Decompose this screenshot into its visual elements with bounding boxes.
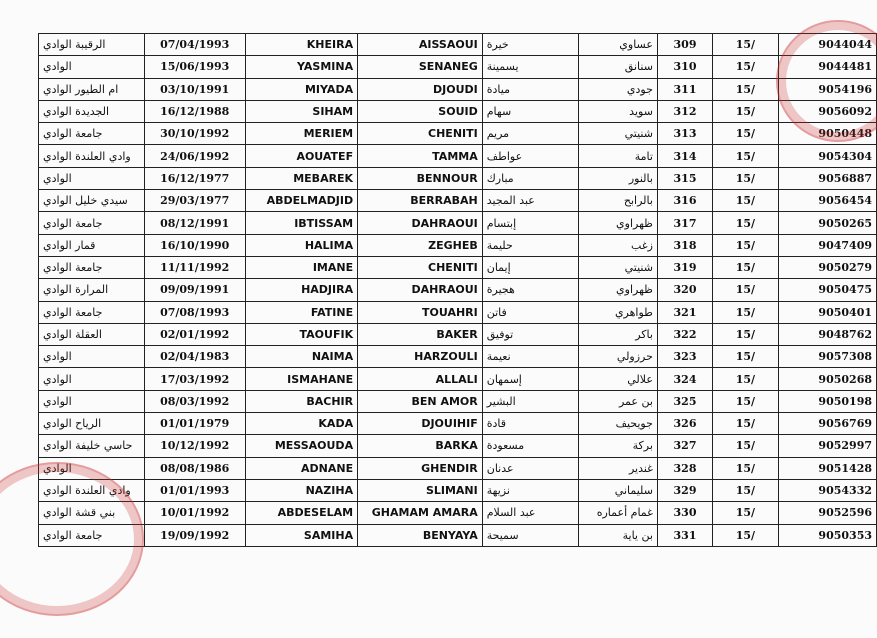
last-name-latin-cell: BARKA [358, 435, 483, 457]
first-name-arabic-cell: مبارك [482, 167, 578, 189]
group-cell: 15/ [713, 212, 779, 234]
candidate-table [38, 33, 877, 547]
serial-number-cell: 331 [657, 524, 712, 546]
first-name-arabic-cell: سهام [482, 100, 578, 122]
group-cell: 15/ [713, 167, 779, 189]
group-cell: 15/ [713, 457, 779, 479]
first-name-latin-cell: KADA [245, 413, 358, 435]
first-name-arabic-cell: ميادة [482, 78, 578, 100]
birth-place-cell: الرياح الوادي [39, 413, 145, 435]
registration-id-cell: 9050265 [778, 212, 876, 234]
last-name-arabic-cell: عساوي [578, 34, 657, 56]
first-name-latin-cell: AOUATEF [245, 145, 358, 167]
serial-number-cell: 319 [657, 256, 712, 278]
registration-id-cell: 9054304 [778, 145, 876, 167]
serial-number-cell: 325 [657, 390, 712, 412]
last-name-latin-cell: DJOUDI [358, 78, 483, 100]
registration-id-cell: 9052596 [778, 502, 876, 524]
first-name-latin-cell: MEBAREK [245, 167, 358, 189]
first-name-latin-cell: ABDESELAM [245, 502, 358, 524]
last-name-arabic-cell: بركة [578, 435, 657, 457]
serial-number-cell: 330 [657, 502, 712, 524]
first-name-arabic-cell: إبتسام [482, 212, 578, 234]
registration-id-cell: 9056454 [778, 190, 876, 212]
birth-date-cell: 11/11/1992 [144, 256, 245, 278]
last-name-arabic-cell: باكر [578, 323, 657, 345]
last-name-arabic-cell: علالي [578, 368, 657, 390]
birth-place-cell: جامعة الوادي [39, 301, 145, 323]
last-name-latin-cell: CHENITI [358, 256, 483, 278]
last-name-arabic-cell: جويحيف [578, 413, 657, 435]
first-name-latin-cell: NAZIHA [245, 479, 358, 501]
last-name-latin-cell: SLIMANI [358, 479, 483, 501]
table-row [39, 413, 877, 435]
registration-id-cell: 9054196 [778, 78, 876, 100]
registration-id-cell: 9050268 [778, 368, 876, 390]
registration-id-cell: 9047409 [778, 234, 876, 256]
registration-id-cell: 9044481 [778, 56, 876, 78]
serial-number-cell: 309 [657, 34, 712, 56]
first-name-latin-cell: SIHAM [245, 100, 358, 122]
first-name-arabic-cell: يسمينة [482, 56, 578, 78]
birth-date-cell: 24/06/1992 [144, 145, 245, 167]
birth-date-cell: 02/04/1983 [144, 346, 245, 368]
birth-place-cell: جامعة الوادي [39, 123, 145, 145]
first-name-latin-cell: TAOUFIK [245, 323, 358, 345]
group-cell: 15/ [713, 279, 779, 301]
last-name-arabic-cell: ظهراوي [578, 212, 657, 234]
group-cell: 15/ [713, 78, 779, 100]
last-name-latin-cell: GHENDIR [358, 457, 483, 479]
table-row [39, 34, 877, 56]
group-cell: 15/ [713, 368, 779, 390]
last-name-arabic-cell: زغب [578, 234, 657, 256]
birth-date-cell: 16/12/1977 [144, 167, 245, 189]
birth-place-cell: الوادي [39, 457, 145, 479]
group-cell: 15/ [713, 435, 779, 457]
group-cell: 15/ [713, 256, 779, 278]
last-name-arabic-cell: بالرابح [578, 190, 657, 212]
last-name-latin-cell: BAKER [358, 323, 483, 345]
first-name-arabic-cell: حليمة [482, 234, 578, 256]
serial-number-cell: 324 [657, 368, 712, 390]
first-name-latin-cell: KHEIRA [245, 34, 358, 56]
table-row [39, 145, 877, 167]
group-cell: 15/ [713, 346, 779, 368]
serial-number-cell: 318 [657, 234, 712, 256]
first-name-latin-cell: YASMINA [245, 56, 358, 78]
table-row [39, 279, 877, 301]
last-name-latin-cell: DAHRAOUI [358, 279, 483, 301]
last-name-latin-cell: TOUAHRI [358, 301, 483, 323]
last-name-latin-cell: CHENITI [358, 123, 483, 145]
birth-date-cell: 03/10/1991 [144, 78, 245, 100]
birth-date-cell: 01/01/1979 [144, 413, 245, 435]
serial-number-cell: 321 [657, 301, 712, 323]
last-name-arabic-cell: سليماني [578, 479, 657, 501]
birth-date-cell: 08/08/1986 [144, 457, 245, 479]
table-row [39, 390, 877, 412]
first-name-arabic-cell: سميحة [482, 524, 578, 546]
serial-number-cell: 327 [657, 435, 712, 457]
birth-place-cell: الوادي [39, 167, 145, 189]
birth-place-cell: وادي العلندة الوادي [39, 145, 145, 167]
last-name-arabic-cell: سويد [578, 100, 657, 122]
first-name-latin-cell: ABDELMADJID [245, 190, 358, 212]
birth-date-cell: 19/09/1992 [144, 524, 245, 546]
first-name-arabic-cell: مسعودة [482, 435, 578, 457]
last-name-latin-cell: HARZOULI [358, 346, 483, 368]
birth-place-cell: حاسي خليفة الوادي [39, 435, 145, 457]
serial-number-cell: 317 [657, 212, 712, 234]
last-name-latin-cell: GHAMAM AMARA [358, 502, 483, 524]
serial-number-cell: 311 [657, 78, 712, 100]
group-cell: 15/ [713, 413, 779, 435]
birth-place-cell: العقلة الوادي [39, 323, 145, 345]
serial-number-cell: 326 [657, 413, 712, 435]
last-name-latin-cell: BERRABAH [358, 190, 483, 212]
last-name-arabic-cell: بن ياية [578, 524, 657, 546]
group-cell: 15/ [713, 234, 779, 256]
serial-number-cell: 329 [657, 479, 712, 501]
serial-number-cell: 320 [657, 279, 712, 301]
serial-number-cell: 310 [657, 56, 712, 78]
birth-place-cell: بني قشة الوادي [39, 502, 145, 524]
birth-date-cell: 02/01/1992 [144, 323, 245, 345]
last-name-latin-cell: DJOUIHIF [358, 413, 483, 435]
last-name-latin-cell: BEN AMOR [358, 390, 483, 412]
first-name-latin-cell: SAMIHA [245, 524, 358, 546]
table-row [39, 323, 877, 345]
birth-place-cell: الوادي [39, 56, 145, 78]
group-cell: 15/ [713, 301, 779, 323]
birth-date-cell: 10/01/1992 [144, 502, 245, 524]
birth-place-cell: الوادي [39, 390, 145, 412]
birth-date-cell: 07/04/1993 [144, 34, 245, 56]
last-name-latin-cell: DAHRAOUI [358, 212, 483, 234]
first-name-arabic-cell: فاتن [482, 301, 578, 323]
birth-place-cell: الجديدة الوادي [39, 100, 145, 122]
first-name-arabic-cell: عبد المجيد [482, 190, 578, 212]
first-name-arabic-cell: عواطف [482, 145, 578, 167]
first-name-latin-cell: IBTISSAM [245, 212, 358, 234]
birth-date-cell: 09/09/1991 [144, 279, 245, 301]
registration-id-cell: 9056092 [778, 100, 876, 122]
candidate-table-body [39, 34, 877, 547]
group-cell: 15/ [713, 390, 779, 412]
registration-id-cell: 9052997 [778, 435, 876, 457]
first-name-latin-cell: MESSAOUDA [245, 435, 358, 457]
birth-date-cell: 01/01/1993 [144, 479, 245, 501]
first-name-latin-cell: ISMAHANE [245, 368, 358, 390]
table-row [39, 234, 877, 256]
last-name-latin-cell: TAMMA [358, 145, 483, 167]
serial-number-cell: 323 [657, 346, 712, 368]
serial-number-cell: 316 [657, 190, 712, 212]
birth-date-cell: 30/10/1992 [144, 123, 245, 145]
group-cell: 15/ [713, 502, 779, 524]
birth-place-cell: ام الطيور الوادي [39, 78, 145, 100]
last-name-latin-cell: SOUID [358, 100, 483, 122]
birth-date-cell: 08/03/1992 [144, 390, 245, 412]
table-row [39, 190, 877, 212]
last-name-arabic-cell: شنيتي [578, 123, 657, 145]
first-name-latin-cell: HALIMA [245, 234, 358, 256]
table-row [39, 301, 877, 323]
first-name-arabic-cell: مريم [482, 123, 578, 145]
group-cell: 15/ [713, 56, 779, 78]
first-name-arabic-cell: نعيمة [482, 346, 578, 368]
last-name-latin-cell: BENYAYA [358, 524, 483, 546]
table-row [39, 56, 877, 78]
group-cell: 15/ [713, 323, 779, 345]
last-name-arabic-cell: تامة [578, 145, 657, 167]
first-name-arabic-cell: توفيق [482, 323, 578, 345]
group-cell: 15/ [713, 123, 779, 145]
registration-id-cell: 9050279 [778, 256, 876, 278]
first-name-arabic-cell: إسمهان [482, 368, 578, 390]
last-name-arabic-cell: بالنور [578, 167, 657, 189]
first-name-latin-cell: HADJIRA [245, 279, 358, 301]
last-name-arabic-cell: شنيتي [578, 256, 657, 278]
first-name-arabic-cell: البشير [482, 390, 578, 412]
birth-date-cell: 16/12/1988 [144, 100, 245, 122]
table-row [39, 256, 877, 278]
table-row [39, 524, 877, 546]
registration-id-cell: 9051428 [778, 457, 876, 479]
registration-id-cell: 9050198 [778, 390, 876, 412]
birth-place-cell: سيدي خليل الوادي [39, 190, 145, 212]
first-name-latin-cell: MIYADA [245, 78, 358, 100]
first-name-arabic-cell: خيرة [482, 34, 578, 56]
birth-date-cell: 08/12/1991 [144, 212, 245, 234]
registration-id-cell: 9057308 [778, 346, 876, 368]
registration-id-cell: 9050401 [778, 301, 876, 323]
table-row [39, 78, 877, 100]
group-cell: 15/ [713, 100, 779, 122]
birth-date-cell: 16/10/1990 [144, 234, 245, 256]
first-name-arabic-cell: هجيرة [482, 279, 578, 301]
table-row [39, 100, 877, 122]
table-row [39, 435, 877, 457]
last-name-arabic-cell: سنانق [578, 56, 657, 78]
birth-place-cell: الوادي [39, 368, 145, 390]
first-name-latin-cell: MERIEM [245, 123, 358, 145]
last-name-arabic-cell: ظهراوي [578, 279, 657, 301]
last-name-arabic-cell: غمام أعماره [578, 502, 657, 524]
first-name-arabic-cell: عدنان [482, 457, 578, 479]
first-name-arabic-cell: نزيهة [482, 479, 578, 501]
serial-number-cell: 312 [657, 100, 712, 122]
registration-id-cell: 9050353 [778, 524, 876, 546]
last-name-latin-cell: ALLALI [358, 368, 483, 390]
last-name-latin-cell: BENNOUR [358, 167, 483, 189]
last-name-arabic-cell: بن عمر [578, 390, 657, 412]
table-row [39, 479, 877, 501]
last-name-arabic-cell: جودي [578, 78, 657, 100]
group-cell: 15/ [713, 479, 779, 501]
serial-number-cell: 328 [657, 457, 712, 479]
first-name-latin-cell: BACHIR [245, 390, 358, 412]
registration-id-cell: 9056769 [778, 413, 876, 435]
first-name-arabic-cell: عبد السلام [482, 502, 578, 524]
first-name-latin-cell: IMANE [245, 256, 358, 278]
registration-id-cell: 9048762 [778, 323, 876, 345]
last-name-arabic-cell: طواهري [578, 301, 657, 323]
birth-date-cell: 17/03/1992 [144, 368, 245, 390]
birth-date-cell: 10/12/1992 [144, 435, 245, 457]
registration-id-cell: 9050448 [778, 123, 876, 145]
table-row [39, 212, 877, 234]
serial-number-cell: 313 [657, 123, 712, 145]
birth-date-cell: 29/03/1977 [144, 190, 245, 212]
group-cell: 15/ [713, 524, 779, 546]
birth-place-cell: الرقيبة الوادي [39, 34, 145, 56]
registration-id-cell: 9056887 [778, 167, 876, 189]
serial-number-cell: 315 [657, 167, 712, 189]
first-name-latin-cell: NAIMA [245, 346, 358, 368]
last-name-latin-cell: SENANEG [358, 56, 483, 78]
first-name-arabic-cell: إيمان [482, 256, 578, 278]
birth-place-cell: جامعة الوادي [39, 524, 145, 546]
group-cell: 15/ [713, 190, 779, 212]
first-name-latin-cell: ADNANE [245, 457, 358, 479]
birth-place-cell: وادي العلندة الوادي [39, 479, 145, 501]
table-row [39, 502, 877, 524]
serial-number-cell: 322 [657, 323, 712, 345]
table-row [39, 167, 877, 189]
registration-id-cell: 9054332 [778, 479, 876, 501]
table-row [39, 457, 877, 479]
birth-place-cell: قمار الوادي [39, 234, 145, 256]
birth-place-cell: الوادي [39, 346, 145, 368]
birth-place-cell: جامعة الوادي [39, 212, 145, 234]
group-cell: 15/ [713, 34, 779, 56]
birth-place-cell: جامعة الوادي [39, 256, 145, 278]
table-row [39, 123, 877, 145]
registration-id-cell: 9050475 [778, 279, 876, 301]
last-name-arabic-cell: غندير [578, 457, 657, 479]
table-row [39, 368, 877, 390]
birth-date-cell: 15/06/1993 [144, 56, 245, 78]
serial-number-cell: 314 [657, 145, 712, 167]
first-name-latin-cell: FATINE [245, 301, 358, 323]
last-name-latin-cell: ZEGHEB [358, 234, 483, 256]
registration-id-cell: 9044044 [778, 34, 876, 56]
birth-place-cell: المرارة الوادي [39, 279, 145, 301]
birth-date-cell: 07/08/1993 [144, 301, 245, 323]
group-cell: 15/ [713, 145, 779, 167]
first-name-arabic-cell: قادة [482, 413, 578, 435]
last-name-latin-cell: AISSAOUI [358, 34, 483, 56]
last-name-arabic-cell: حرزولي [578, 346, 657, 368]
table-row [39, 346, 877, 368]
